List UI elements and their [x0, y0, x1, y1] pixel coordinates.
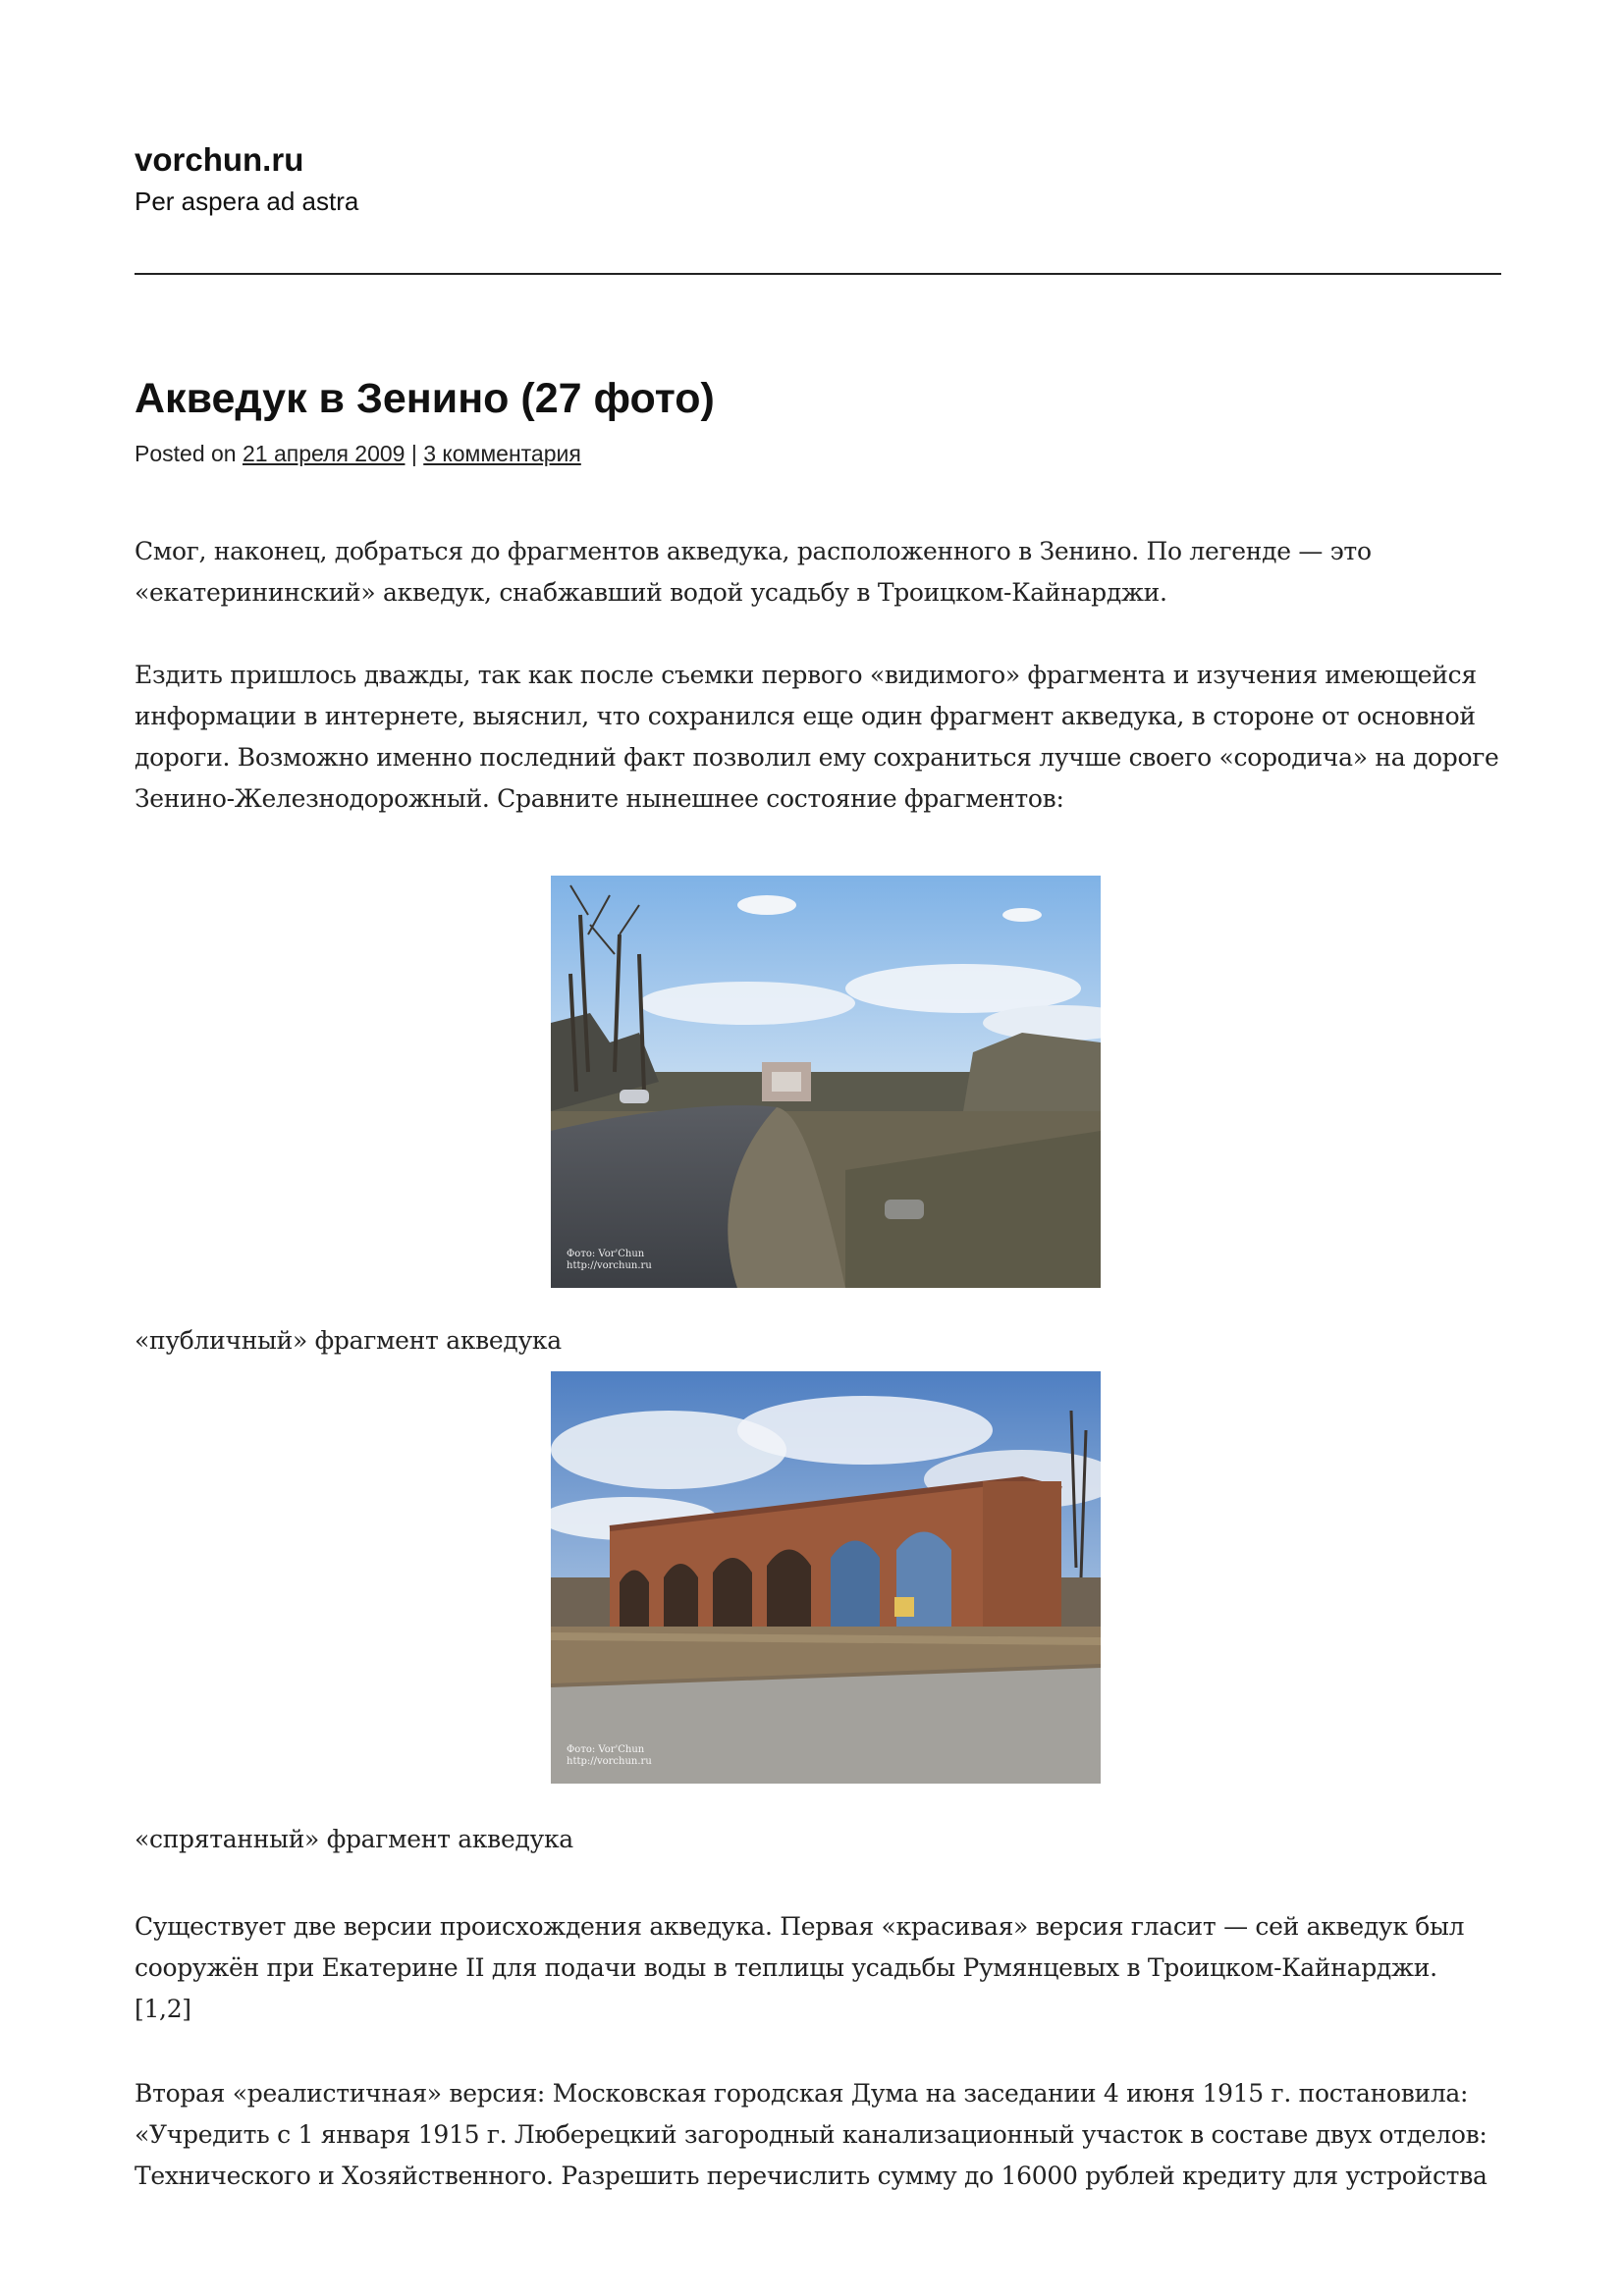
- text-line: «екатерининский» акведук, снабжавший водой усадьбу в Троицком-Кайнарджи.: [135, 578, 1167, 607]
- photo-hidden-fragment[interactable]: [551, 1371, 1101, 1784]
- photo-road-image: [551, 876, 1101, 1288]
- text-line: «Учредить с 1 января 1915 г. Люберецкий загородный канализационный участок в составе двух отделов:: [135, 2120, 1488, 2149]
- meta-separator: |: [410, 441, 417, 466]
- photo-aqueduct-image: [551, 1371, 1101, 1784]
- site-tagline: Per aspera ad astra: [135, 187, 359, 216]
- paragraph-intro: [135, 531, 1501, 614]
- text-line: Вторая «реалистичная» версия: Московская городская Дума на заседании 4 июня 1915 г. постановила:: [135, 2079, 1469, 2108]
- photo-watermark: [567, 1249, 652, 1272]
- watermark-author: Фото: Vor'Chun: [567, 1744, 645, 1755]
- text-line: сооружён при Екатерине II для подачи воды в теплицы усадьбы Румянцевых в Троицком-Кайнарджи.: [135, 1953, 1437, 1982]
- text-line: Существует две версии происхождения акведука. Первая «красивая» версия гласит — сей акведук был: [135, 1912, 1465, 1941]
- photo-caption-hidden: «спрятанный» фрагмент акведука: [135, 1825, 573, 1853]
- post-date-link[interactable]: 21 апреля 2009: [242, 441, 406, 466]
- paragraph-trips: [135, 655, 1501, 820]
- paragraph-version-one: [135, 1906, 1501, 2030]
- watermark-url: http://vorchun.ru: [567, 1260, 652, 1271]
- photo-public-fragment[interactable]: [551, 876, 1101, 1288]
- text-line: дороги. Возможно именно последний факт позволил ему сохраниться лучше своего «сородича» на дороге: [135, 743, 1499, 772]
- text-line: Зенино-Железнодорожный. Сравните нынешнее состояние фрагментов:: [135, 784, 1064, 813]
- post-meta: [135, 439, 581, 468]
- posted-on-label: Posted on: [135, 441, 237, 466]
- site-title[interactable]: vorchun.ru: [135, 141, 304, 178]
- text-line: Технического и Хозяйственного. Разрешить перечислить сумму до 16000 рублей кредиту для устройства: [135, 2162, 1488, 2190]
- header-divider: [135, 273, 1501, 275]
- text-line: [1,2]: [135, 1995, 191, 2023]
- post-title: Акведук в Зенино (27 фото): [135, 375, 715, 422]
- text-line: Ездить пришлось дважды, так как после съемки первого «видимого» фрагмента и изучения имеющейся: [135, 661, 1477, 689]
- text-line: информации в интернете, выяснил, что сохранился еще один фрагмент акведука, в стороне от основной: [135, 702, 1476, 730]
- watermark-url: http://vorchun.ru: [567, 1756, 652, 1767]
- paragraph-version-two: [135, 2073, 1501, 2197]
- photo-watermark: [567, 1744, 652, 1768]
- watermark-author: Фото: Vor'Chun: [567, 1249, 645, 1259]
- photo-caption-public: «публичный» фрагмент акведука: [135, 1326, 562, 1355]
- comments-link[interactable]: 3 комментария: [423, 441, 581, 466]
- text-line: Смог, наконец, добраться до фрагментов акведука, расположенного в Зенино. По легенде — это: [135, 537, 1372, 565]
